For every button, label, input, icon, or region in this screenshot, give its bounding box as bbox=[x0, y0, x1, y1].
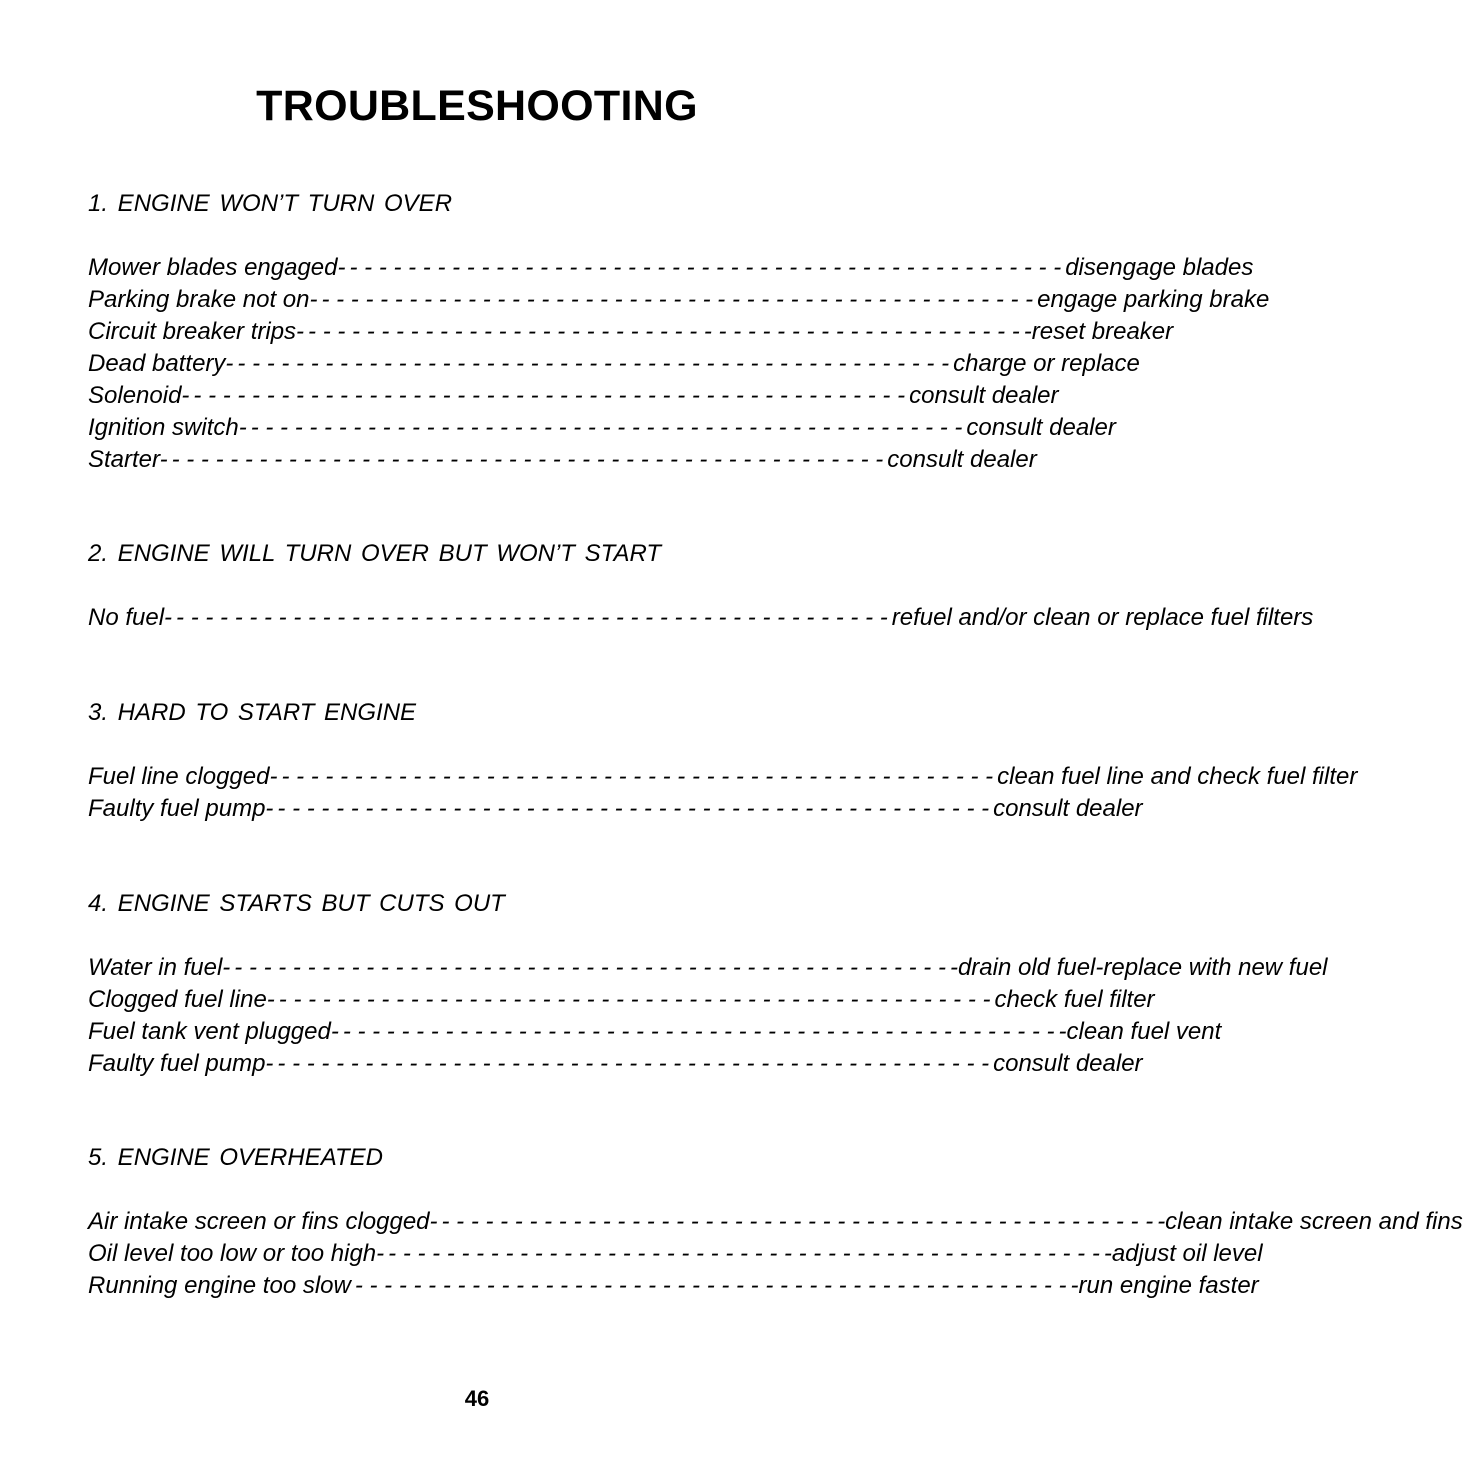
issue-cause: Solenoid- bbox=[88, 382, 190, 409]
issue-remedy: consult dealer bbox=[887, 446, 1037, 473]
issue-remedy: refuel and/or clean or replace fuel filters bbox=[891, 604, 1314, 631]
dotted-leader: - - - - - - - - - - - - - - - - - - - - - - - - - - - - - - - - - - - - - - - - - - - - - - - - - bbox=[321, 286, 1034, 313]
issue-cause: Oil level too low or too high- bbox=[88, 1240, 385, 1267]
issue-cause: Fuel line clogged- bbox=[88, 763, 278, 790]
issue-list bbox=[88, 602, 1314, 634]
section-engine-overheated bbox=[88, 1142, 1463, 1302]
issue-cause: Faulty fuel pump- bbox=[88, 1050, 274, 1077]
issue-row bbox=[88, 316, 1174, 348]
issue-remedy: check fuel filter bbox=[994, 986, 1155, 1013]
issue-cause: Faulty fuel pump- bbox=[88, 795, 274, 822]
issue-row bbox=[88, 984, 1155, 1016]
issue-row bbox=[88, 284, 1270, 316]
issue-cause: Starter- bbox=[88, 446, 168, 473]
issue-remedy: consult dealer bbox=[966, 414, 1116, 441]
issue-row bbox=[88, 412, 1116, 444]
issue-remedy: -drain old fuel-replace with new fuel bbox=[949, 954, 1328, 981]
issue-cause: Parking brake not on- bbox=[88, 286, 318, 313]
issue-row bbox=[88, 1048, 1143, 1080]
issue-cause: Mower blades engaged- bbox=[88, 254, 346, 281]
issue-row bbox=[88, 1238, 1263, 1270]
issue-remedy: disengage blades bbox=[1065, 254, 1254, 281]
issue-remedy: clean fuel line and check fuel filter bbox=[997, 763, 1358, 790]
dotted-leader: - - - - - - - - - - - - - - - - - - - - - - - - - - - - - - - - - - - - - - - - - - - - - - - - - bbox=[308, 318, 1020, 345]
issue-cause: Air intake screen or fins clogged- bbox=[88, 1208, 438, 1235]
dotted-leader: - - - - - - - - - - - - - - - - - - - - - - - - - - - - - - - - - - - - - - - - - - - - - - - - - bbox=[277, 1050, 990, 1077]
issue-cause: Running engine too slow bbox=[88, 1272, 351, 1299]
dotted-leader: - - - - - - - - - - - - - - - - - - - - - - - - - - - - - - - - - - - - - - - - - - - - - - - - - bbox=[193, 382, 906, 409]
dotted-leader: - - - - - - - - - - - - - - - - - - - - - - - - - - - - - - - - - - - - - - - - - - - - - - - - - bbox=[234, 954, 946, 981]
issue-list bbox=[88, 252, 1270, 476]
issue-cause: Ignition switch- bbox=[88, 414, 247, 441]
issue-remedy: -clean intake screen and fins bbox=[1157, 1208, 1463, 1235]
section-starts-but-cuts-out bbox=[88, 888, 1328, 1080]
issue-row bbox=[88, 252, 1254, 284]
section-heading: 3. HARD TO START ENGINE bbox=[88, 699, 417, 726]
issue-row bbox=[88, 952, 1328, 984]
dotted-leader: - - - - - - - - - - - - - - - - - - - - - - - - - - - - - - - - - - - - - - - - - - - - - - - - - bbox=[237, 350, 950, 377]
issue-remedy: consult dealer bbox=[993, 795, 1143, 822]
issue-row bbox=[88, 444, 1037, 476]
issue-remedy: consult dealer bbox=[909, 382, 1059, 409]
page-number: 46 bbox=[464, 1386, 490, 1411]
page-title: TROUBLESHOOTING bbox=[256, 82, 698, 130]
issue-remedy: charge or replace bbox=[953, 350, 1140, 377]
issue-remedy: consult dealer bbox=[993, 1050, 1143, 1077]
issue-list bbox=[88, 952, 1328, 1080]
issue-cause: Clogged fuel line- bbox=[88, 986, 275, 1013]
issue-remedy: -adjust oil level bbox=[1103, 1240, 1263, 1267]
dotted-leader: - - - - - - - - - - - - - - - - - - - - - - - - - - - - - - - - - - - - - - - - - - - - - - - - - bbox=[171, 446, 884, 473]
section-heading: 5. ENGINE OVERHEATED bbox=[88, 1144, 383, 1171]
issue-row bbox=[88, 1270, 1259, 1302]
issue-remedy: -reset breaker bbox=[1023, 318, 1174, 345]
dotted-leader: - - - - - - - - - - - - - - - - - - - - - - - - - - - - - - - - - - - - - - - - - - - - - - - - - bbox=[342, 1018, 1055, 1045]
section-hard-to-start bbox=[88, 697, 1358, 825]
issue-cause: Circuit breaker trips- bbox=[88, 318, 305, 345]
issue-cause: No fuel- bbox=[88, 604, 173, 631]
section-heading: 1. ENGINE WON’T TURN OVER bbox=[88, 190, 453, 217]
dotted-leader: - - - - - - - - - - - - - - - - - - - - - - - - - - - - - - - - - - - - - - - - - - - - - - - - - bbox=[277, 795, 990, 822]
dotted-leader: - - - - - - - - - - - - - - - - - - - - - - - - - - - - - - - - - - - - - - - - - - - - - - - - - bbox=[278, 986, 991, 1013]
section-heading: 2. ENGINE WILL TURN OVER BUT WON’T START bbox=[88, 540, 662, 567]
issue-remedy: -run engine faster bbox=[1070, 1272, 1259, 1299]
issue-row bbox=[88, 602, 1314, 634]
section-engine-wont-turn-over bbox=[88, 188, 1270, 476]
section-engine-wont-start bbox=[88, 538, 1314, 634]
section-heading: 4. ENGINE STARTS BUT CUTS OUT bbox=[88, 890, 505, 917]
issue-row bbox=[88, 380, 1059, 412]
dotted-leader: - - - - - - - - - - - - - - - - - - - - - - - - - - - - - - - - - - - - - - - - - - - - - - - - - bbox=[354, 1272, 1067, 1299]
dotted-leader: - - - - - - - - - - - - - - - - - - - - - - - - - - - - - - - - - - - - - - - - - - - - - - - - - bbox=[349, 254, 1062, 281]
issue-row bbox=[88, 1016, 1222, 1048]
issue-cause: Fuel tank vent plugged- bbox=[88, 1018, 339, 1045]
issue-list bbox=[88, 1206, 1463, 1302]
dotted-leader: - - - - - - - - - - - - - - - - - - - - - - - - - - - - - - - - - - - - - - - - - - - - - - - - - bbox=[250, 414, 963, 441]
issue-cause: Water in fuel- bbox=[88, 954, 231, 981]
issue-row bbox=[88, 761, 1358, 793]
dotted-leader: - - - - - - - - - - - - - - - - - - - - - - - - - - - - - - - - - - - - - - - - - - - - - - - - - bbox=[176, 604, 888, 631]
issue-row bbox=[88, 348, 1140, 380]
issue-row bbox=[88, 793, 1143, 825]
dotted-leader: - - - - - - - - - - - - - - - - - - - - - - - - - - - - - - - - - - - - - - - - - - - - - - - - - bbox=[281, 763, 994, 790]
issue-list bbox=[88, 761, 1358, 825]
issue-remedy: engage parking brake bbox=[1037, 286, 1270, 313]
issue-row bbox=[88, 1206, 1463, 1238]
issue-cause: Dead battery- bbox=[88, 350, 234, 377]
dotted-leader: - - - - - - - - - - - - - - - - - - - - - - - - - - - - - - - - - - - - - - - - - - - - - - - - - bbox=[441, 1208, 1154, 1235]
dotted-leader: - - - - - - - - - - - - - - - - - - - - - - - - - - - - - - - - - - - - - - - - - - - - - - - - - bbox=[388, 1240, 1100, 1267]
issue-remedy: -clean fuel vent bbox=[1058, 1018, 1222, 1045]
